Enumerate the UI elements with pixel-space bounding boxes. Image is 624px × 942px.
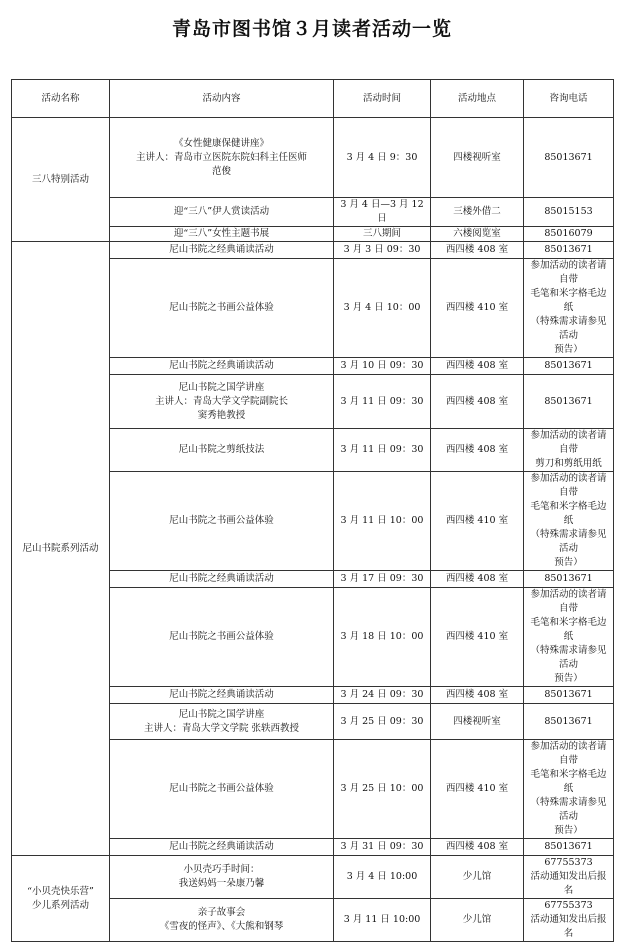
activity-table <box>11 79 614 942</box>
activity-content-cell <box>110 118 334 198</box>
cell-line: 主讲人：青岛大学文学院 张轶西教授 <box>143 722 300 734</box>
cell-line: 85016079 <box>544 228 593 239</box>
activity-place-cell <box>431 358 524 375</box>
cell-line: 尼山书院之书画公益体验 <box>169 515 274 526</box>
header-activity-content: 活动内容 <box>110 80 334 118</box>
cell-line: 3 月 4 日 10:00 <box>346 871 418 882</box>
cell-line: 三楼外借二 <box>453 206 501 217</box>
cell-line: 85013671 <box>544 360 593 371</box>
cell-line: 六楼阅览室 <box>453 228 501 239</box>
cell-line: 参加活动的读者请自带 <box>530 473 607 498</box>
activity-content-cell <box>110 242 334 259</box>
cell-line: 西四楼 408 室 <box>445 444 509 455</box>
cell-line: 参加活动的读者请自带 <box>530 260 607 285</box>
activity-time-cell <box>334 687 431 704</box>
activity-phone-cell <box>524 259 614 358</box>
cell-line: 3 月 25 日 09：30 <box>340 715 424 727</box>
cell-line: 四楼视听室 <box>453 151 501 163</box>
activity-phone-cell <box>524 429 614 472</box>
activity-content-cell <box>110 358 334 375</box>
activity-time-cell <box>334 242 431 259</box>
cell-line: 3 月 3 日 09：30 <box>343 244 421 255</box>
activity-phone-cell <box>524 856 614 899</box>
cell-line: 参加活动的读者请自带 <box>530 430 607 455</box>
activity-content-cell <box>110 375 334 429</box>
activity-phone-cell <box>524 839 614 856</box>
cell-line: 西四楼 410 室 <box>445 515 509 526</box>
cell-line: 尼山书院之经典诵读活动 <box>169 360 274 371</box>
cell-line: 迎“三八”女性主题书展 <box>173 228 270 239</box>
header-phone: 咨询电话 <box>524 80 614 118</box>
cell-line: 预告） <box>554 557 583 568</box>
activity-phone-cell <box>524 472 614 571</box>
cell-line: 预告） <box>554 825 583 836</box>
cell-line: 预告） <box>554 673 583 684</box>
activity-time-cell <box>334 358 431 375</box>
cell-line: 西四楼 410 室 <box>445 783 509 794</box>
activity-phone-cell <box>524 118 614 198</box>
cell-line: 参加活动的读者请自带 <box>530 741 607 766</box>
cell-line: 3 月 11 日 10:00 <box>343 914 421 925</box>
cell-line: 少儿系列活动 <box>31 899 89 911</box>
activity-content-cell <box>110 704 334 740</box>
cell-line: 3 月 4 日—3 月 12 日 <box>340 199 424 224</box>
activity-content-cell <box>110 227 334 242</box>
activity-phone-cell <box>524 740 614 839</box>
activity-place-cell <box>431 588 524 687</box>
cell-line: 3 月 11 日 10：00 <box>340 515 424 526</box>
cell-line: 尼山书院之国学讲座 <box>178 708 265 720</box>
cell-line: 尼山书院之经典诵读活动 <box>169 244 274 255</box>
activity-phone-cell <box>524 899 614 942</box>
activity-phone-cell <box>524 588 614 687</box>
cell-line: 活动通知发出后报名 <box>530 871 607 896</box>
activity-time-cell <box>334 198 431 227</box>
activity-content-cell <box>110 198 334 227</box>
cell-line: （特殊需求请参见活动 <box>530 529 607 554</box>
activity-time-cell <box>334 375 431 429</box>
page-title: 青岛市图书馆３月读者活动一览 <box>171 18 452 40</box>
activity-group-name <box>12 856 110 942</box>
cell-line: 3 月 17 日 09：30 <box>340 573 424 584</box>
header-activity-place: 活动地点 <box>431 80 524 118</box>
cell-line: 尼山书院之书画公益体验 <box>169 631 274 642</box>
activity-content-cell <box>110 740 334 839</box>
cell-line: 3 月 10 日 09：30 <box>340 360 424 371</box>
activity-time-cell <box>334 227 431 242</box>
activity-place-cell <box>431 856 524 899</box>
cell-line: 3 月 4 日 10：00 <box>343 302 421 313</box>
cell-line: 3 月 24 日 09：30 <box>340 689 424 700</box>
cell-line: （特殊需求请参见活动 <box>530 645 607 670</box>
activity-place-cell <box>431 704 524 740</box>
cell-line: 活动通知发出后报名 <box>530 914 607 939</box>
cell-line: 西四楼 408 室 <box>445 395 509 407</box>
activity-content-cell <box>110 472 334 571</box>
cell-line: 85013671 <box>544 841 593 852</box>
cell-line: 我送妈妈一朵康乃馨 <box>178 878 265 889</box>
activity-group-name <box>12 242 110 856</box>
cell-line: 85013671 <box>544 573 593 584</box>
activity-place-cell <box>431 259 524 358</box>
cell-line: 3 月 25 日 10：00 <box>340 783 424 794</box>
cell-line: 3 月 18 日 10：00 <box>340 631 424 642</box>
cell-line: 《女性健康保健讲座》 <box>173 137 269 149</box>
cell-line: 范俊 <box>211 165 231 177</box>
cell-line: 67755373 <box>544 900 593 911</box>
cell-line: 85013671 <box>544 395 593 407</box>
activity-content-cell <box>110 571 334 588</box>
cell-line: 少儿馆 <box>462 871 492 882</box>
activity-content-cell <box>110 899 334 942</box>
cell-line: 85013671 <box>544 689 593 700</box>
activity-place-cell <box>431 375 524 429</box>
activity-content-cell <box>110 429 334 472</box>
header-activity-time: 活动时间 <box>334 80 431 118</box>
activity-time-cell <box>334 856 431 899</box>
activity-time-cell <box>334 740 431 839</box>
activity-phone-cell <box>524 227 614 242</box>
cell-line: 3 月 4 日 9：30 <box>346 151 418 163</box>
cell-line: 预告） <box>554 344 583 355</box>
cell-line: 参加活动的读者请自带 <box>530 589 607 614</box>
activity-place-cell <box>431 429 524 472</box>
cell-line: 尼山书院之经典诵读活动 <box>169 689 274 700</box>
activity-content-cell <box>110 687 334 704</box>
activity-content-cell <box>110 856 334 899</box>
table-header-row <box>12 80 614 118</box>
activity-time-cell <box>334 588 431 687</box>
cell-line: 亲子故事会 <box>197 907 246 918</box>
table-row <box>12 856 614 899</box>
cell-line: 85013671 <box>544 715 593 727</box>
cell-line: 3 月 11 日 09：30 <box>340 444 424 455</box>
cell-line: （特殊需求请参见活动 <box>530 316 607 341</box>
cell-line: 剪刀和剪纸用纸 <box>535 458 602 469</box>
cell-line: 主讲人：青岛市立医院东院妇科主任医师 <box>135 151 307 163</box>
cell-line: 尼山书院之经典诵读活动 <box>169 841 274 852</box>
cell-line: 三八期间 <box>362 228 401 239</box>
activity-phone-cell <box>524 375 614 429</box>
cell-line: 毛笔和米字格毛边纸 <box>530 769 607 794</box>
cell-line: 85013671 <box>544 151 593 163</box>
table-row <box>12 118 614 198</box>
activity-time-cell <box>334 472 431 571</box>
cell-line: 67755373 <box>544 857 593 868</box>
cell-line: 3 月 11 日 09：30 <box>340 395 424 407</box>
cell-line: 毛笔和米字格毛边纸 <box>530 288 607 313</box>
cell-line: 三八特别活动 <box>31 173 89 185</box>
activity-time-cell <box>334 118 431 198</box>
cell-line: 主讲人：青岛大学文学院副院长 <box>154 395 288 407</box>
activity-place-cell <box>431 198 524 227</box>
cell-line: （特殊需求请参见活动 <box>530 797 607 822</box>
cell-line: 窦秀艳教授 <box>197 409 246 421</box>
activity-place-cell <box>431 227 524 242</box>
activity-phone-cell <box>524 687 614 704</box>
activity-place-cell <box>431 242 524 259</box>
cell-line: 少儿馆 <box>462 914 492 925</box>
activity-phone-cell <box>524 242 614 259</box>
activity-time-cell <box>334 839 431 856</box>
cell-line: 小贝壳巧手时间： <box>183 864 260 875</box>
cell-line: 尼山书院之书画公益体验 <box>169 302 274 313</box>
cell-line: 尼山书院之国学讲座 <box>178 381 265 393</box>
activity-place-cell <box>431 839 524 856</box>
table-body <box>12 118 614 942</box>
cell-line: 西四楼 410 室 <box>445 302 509 313</box>
header-activity-name: 活动名称 <box>12 80 110 118</box>
activity-place-cell <box>431 740 524 839</box>
cell-line: 尼山书院之经典诵读活动 <box>169 573 274 584</box>
table-row <box>12 242 614 259</box>
cell-line: 3 月 31 日 09：30 <box>340 841 424 852</box>
activity-place-cell <box>431 472 524 571</box>
activity-content-cell <box>110 259 334 358</box>
cell-line: 《雪夜的怪声》、《大熊和钢琴 <box>159 921 284 932</box>
activity-content-cell <box>110 588 334 687</box>
cell-line: 毛笔和米字格毛边纸 <box>530 501 607 526</box>
activity-content-cell <box>110 839 334 856</box>
activity-place-cell <box>431 571 524 588</box>
activity-phone-cell <box>524 358 614 375</box>
cell-line: “小贝壳快乐营” <box>27 885 94 897</box>
cell-line: 西四楼 408 室 <box>445 573 509 584</box>
cell-line: 西四楼 408 室 <box>445 841 509 852</box>
cell-line: 尼山书院之书画公益体验 <box>169 783 274 794</box>
cell-line: 迎“三八”伊人赏读活动 <box>173 206 270 217</box>
activity-time-cell <box>334 429 431 472</box>
activity-time-cell <box>334 704 431 740</box>
activity-place-cell <box>431 118 524 198</box>
cell-line: 85015153 <box>544 206 593 217</box>
activity-time-cell <box>334 899 431 942</box>
cell-line: 西四楼 408 室 <box>445 244 509 255</box>
cell-line: 尼山书院系列活动 <box>22 542 99 554</box>
cell-line: 西四楼 408 室 <box>445 360 509 371</box>
activity-place-cell <box>431 687 524 704</box>
activity-time-cell <box>334 571 431 588</box>
cell-line: 85013671 <box>544 244 593 255</box>
cell-line: 四楼视听室 <box>453 715 501 727</box>
activity-phone-cell <box>524 571 614 588</box>
cell-line: 西四楼 408 室 <box>445 689 509 700</box>
cell-line: 西四楼 410 室 <box>445 631 509 642</box>
cell-line: 毛笔和米字格毛边纸 <box>530 617 607 642</box>
activity-phone-cell <box>524 704 614 740</box>
activity-place-cell <box>431 899 524 942</box>
activity-group-name <box>12 118 110 242</box>
cell-line: 尼山书院之剪纸技法 <box>178 444 265 455</box>
activity-phone-cell <box>524 198 614 227</box>
activity-time-cell <box>334 259 431 358</box>
